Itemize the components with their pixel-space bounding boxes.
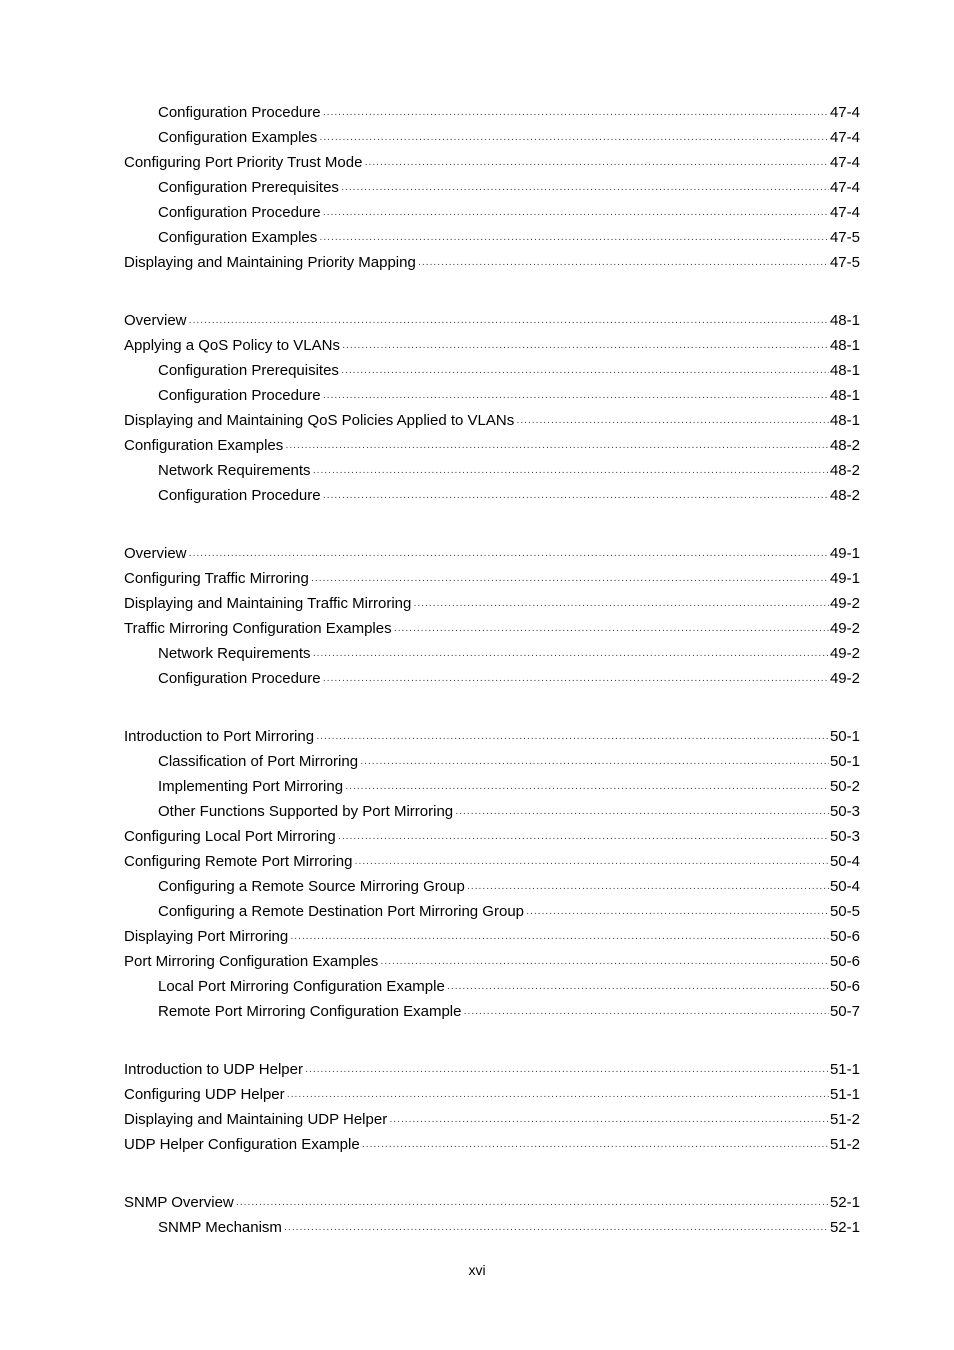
dot-leader	[362, 1134, 829, 1159]
toc-entry-page: 47-4	[829, 104, 860, 121]
toc-entry-title: Configuring a Remote Source Mirroring Group	[158, 878, 465, 895]
toc-entry-title: Configuring UDP Helper	[124, 1086, 285, 1103]
dot-leader	[418, 252, 829, 277]
toc-entry[interactable]	[158, 358, 860, 383]
toc-entry-page: 50-6	[829, 928, 860, 945]
toc-entry[interactable]	[158, 1215, 860, 1240]
toc-entry-page: 47-4	[829, 179, 860, 196]
toc-entry-title: Configuring Traffic Mirroring	[124, 570, 309, 587]
toc-entry-page: 49-2	[829, 595, 860, 612]
toc-entry-page: 49-1	[829, 570, 860, 587]
toc-entry[interactable]	[158, 383, 860, 408]
toc-entry-page: 51-2	[829, 1136, 860, 1153]
toc-entry[interactable]	[124, 1057, 860, 1082]
toc-entry-title: Configuration Prerequisites	[158, 362, 339, 379]
toc-entry[interactable]	[158, 774, 860, 799]
toc-entry[interactable]	[124, 566, 860, 591]
toc-entry[interactable]	[158, 999, 860, 1024]
toc-entry[interactable]	[158, 458, 860, 483]
toc-entry-page: 48-1	[829, 312, 860, 329]
toc-entry-title: Introduction to Port Mirroring	[124, 728, 315, 745]
toc-entry[interactable]	[158, 175, 860, 200]
toc-entry[interactable]	[124, 308, 860, 333]
toc-entry-title: Configuring Remote Port Mirroring	[124, 853, 353, 870]
toc-entry-page: 50-5	[829, 903, 860, 920]
dot-leader	[305, 1059, 829, 1084]
dot-leader	[341, 360, 829, 385]
dot-leader	[447, 976, 829, 1001]
dot-leader	[526, 901, 829, 926]
toc-entry[interactable]	[158, 641, 860, 666]
toc-entry-page: 48-1	[829, 387, 860, 404]
toc-entry-title: Network Requirements	[158, 645, 311, 662]
dot-leader	[323, 485, 829, 510]
dot-leader	[338, 826, 829, 851]
toc-entry[interactable]	[158, 125, 860, 150]
toc-entry-title: Local Port Mirroring Configuration Example	[158, 978, 445, 995]
toc-entry[interactable]	[124, 1190, 860, 1215]
toc-entry-title: Implementing Port Mirroring	[158, 778, 344, 795]
dot-leader	[285, 435, 829, 460]
toc-entry-title: Configuration Procedure	[158, 487, 321, 504]
toc-entry-title: Applying a QoS Policy to VLANs	[124, 337, 340, 354]
toc-entry-title: Configuration Examples	[158, 129, 318, 146]
toc-entry[interactable]	[124, 924, 860, 949]
toc-entry[interactable]	[124, 616, 860, 641]
dot-leader	[345, 776, 829, 801]
toc-entry-page: 52-1	[829, 1219, 860, 1236]
dot-leader	[287, 1084, 829, 1109]
dot-leader	[323, 202, 829, 227]
toc-entry-title: Overview	[124, 545, 187, 562]
toc-entry[interactable]	[124, 541, 860, 566]
toc-entry-title: Remote Port Mirroring Configuration Example	[158, 1003, 462, 1020]
toc-entry-page: 50-7	[829, 1003, 860, 1020]
toc-entry-page: 50-3	[829, 803, 860, 820]
toc-entry-page: 48-1	[829, 337, 860, 354]
toc-entry-page: 47-4	[829, 204, 860, 221]
toc-entry-page: 47-4	[829, 154, 860, 171]
toc-entry[interactable]	[124, 824, 860, 849]
toc-entry[interactable]	[158, 749, 860, 774]
toc-entry-page: 50-1	[829, 753, 860, 770]
dot-leader	[284, 1217, 829, 1242]
toc-entry-page: 51-1	[829, 1086, 860, 1103]
toc-entry-title: Configuring Local Port Mirroring	[124, 828, 336, 845]
page-number: xvi	[468, 1262, 486, 1278]
toc-entry-page: 51-1	[829, 1061, 860, 1078]
toc-entry[interactable]	[158, 799, 860, 824]
toc-entry-title: Configuration Procedure	[158, 104, 321, 121]
toc-entry-title: Displaying and Maintaining UDP Helper	[124, 1111, 388, 1128]
dot-leader	[311, 568, 829, 593]
toc-entry-page: 52-1	[829, 1194, 860, 1211]
dot-leader	[316, 726, 829, 751]
toc-entry-page: 48-2	[829, 487, 860, 504]
toc-entry-page: 50-4	[829, 878, 860, 895]
toc-entry-page: 47-4	[829, 129, 860, 146]
toc-entry-page: 47-5	[829, 254, 860, 271]
toc-entry-title: Classification of Port Mirroring	[158, 753, 359, 770]
toc-entry-title: Configuration Examples	[124, 437, 284, 454]
dot-leader	[290, 926, 829, 951]
toc-entry-title: Overview	[124, 312, 187, 329]
toc-entry-page: 48-1	[829, 362, 860, 379]
dot-leader	[516, 410, 829, 435]
toc-entry-title: Configuring a Remote Destination Port Mirroring Group	[158, 903, 524, 920]
toc-entry[interactable]	[124, 250, 860, 275]
dot-leader	[342, 335, 829, 360]
dot-leader	[467, 876, 829, 901]
toc-entry[interactable]	[124, 1082, 860, 1107]
toc-entry-page: 50-2	[829, 778, 860, 795]
toc-entry-page: 48-2	[829, 462, 860, 479]
toc-entry-title: Traffic Mirroring Configuration Examples	[124, 620, 392, 637]
dot-leader	[360, 751, 829, 776]
toc-entry-title: Displaying Port Mirroring	[124, 928, 289, 945]
toc-entry-title: Configuration Procedure	[158, 204, 321, 221]
dot-leader	[341, 177, 829, 202]
toc-entry-page: 48-2	[829, 437, 860, 454]
toc-entry-page: 50-1	[829, 728, 860, 745]
toc-entry[interactable]	[158, 899, 860, 924]
toc-entry-title: Configuration Procedure	[158, 670, 321, 687]
toc-entry-title: Configuring Port Priority Trust Mode	[124, 154, 363, 171]
toc-entry[interactable]	[158, 974, 860, 999]
toc-entry[interactable]	[158, 666, 860, 691]
toc-entry-title: Displaying and Maintaining Priority Mapping	[124, 254, 416, 271]
toc-entry-title: Configuration Procedure	[158, 387, 321, 404]
toc-entry-title: Network Requirements	[158, 462, 311, 479]
toc-entry-title: SNMP Mechanism	[158, 1219, 282, 1236]
dot-leader	[463, 1001, 829, 1026]
toc-entry[interactable]	[158, 483, 860, 508]
dot-leader	[364, 152, 829, 177]
toc-entry[interactable]	[124, 1132, 860, 1157]
toc-entry-page: 49-2	[829, 670, 860, 687]
dot-leader	[389, 1109, 829, 1134]
toc-entry-title: Port Mirroring Configuration Examples	[124, 953, 379, 970]
toc-entry-title: Displaying and Maintaining QoS Policies Applied to VLANs	[124, 412, 515, 429]
toc-entry-page: 50-3	[829, 828, 860, 845]
toc-entry-title: Other Functions Supported by Port Mirroring	[158, 803, 454, 820]
toc-entry[interactable]	[158, 225, 860, 250]
dot-leader	[189, 310, 829, 335]
toc-entry[interactable]	[124, 724, 860, 749]
dot-leader	[455, 801, 829, 826]
toc-entry-title: Configuration Examples	[158, 229, 318, 246]
dot-leader	[319, 127, 829, 152]
toc-entry-page: 49-2	[829, 645, 860, 662]
dot-leader	[313, 643, 829, 668]
dot-leader	[323, 102, 829, 127]
toc-entry-title: Configuration Prerequisites	[158, 179, 339, 196]
toc-entry-page: 48-1	[829, 412, 860, 429]
dot-leader	[313, 460, 829, 485]
toc-entry[interactable]	[124, 433, 860, 458]
toc-entry[interactable]	[124, 949, 860, 974]
dot-leader	[380, 951, 829, 976]
dot-leader	[413, 593, 829, 618]
toc-entry[interactable]	[124, 333, 860, 358]
toc-entry[interactable]	[124, 849, 860, 874]
dot-leader	[323, 385, 829, 410]
toc-entry-page: 47-5	[829, 229, 860, 246]
toc-entry-title: SNMP Overview	[124, 1194, 234, 1211]
toc-entry-page: 51-2	[829, 1111, 860, 1128]
toc-entry[interactable]	[158, 200, 860, 225]
toc-entry[interactable]	[124, 150, 860, 175]
toc-entry-page: 49-2	[829, 620, 860, 637]
toc-entry-page: 50-6	[829, 953, 860, 970]
toc-entry-page: 49-1	[829, 545, 860, 562]
dot-leader	[319, 227, 829, 252]
toc-entry[interactable]	[158, 874, 860, 899]
toc-entry-page: 50-6	[829, 978, 860, 995]
dot-leader	[354, 851, 829, 876]
toc-entry[interactable]	[158, 100, 860, 125]
toc-entry-title: UDP Helper Configuration Example	[124, 1136, 360, 1153]
dot-leader	[189, 543, 829, 568]
toc-entry[interactable]	[124, 408, 860, 433]
toc-entry-page: 50-4	[829, 853, 860, 870]
toc-entry[interactable]	[124, 591, 860, 616]
toc-entry-title: Introduction to UDP Helper	[124, 1061, 303, 1078]
dot-leader	[236, 1192, 829, 1217]
dot-leader	[394, 618, 829, 643]
toc-entry-title: Displaying and Maintaining Traffic Mirroring	[124, 595, 412, 612]
dot-leader	[323, 668, 829, 693]
toc-entry[interactable]	[124, 1107, 860, 1132]
